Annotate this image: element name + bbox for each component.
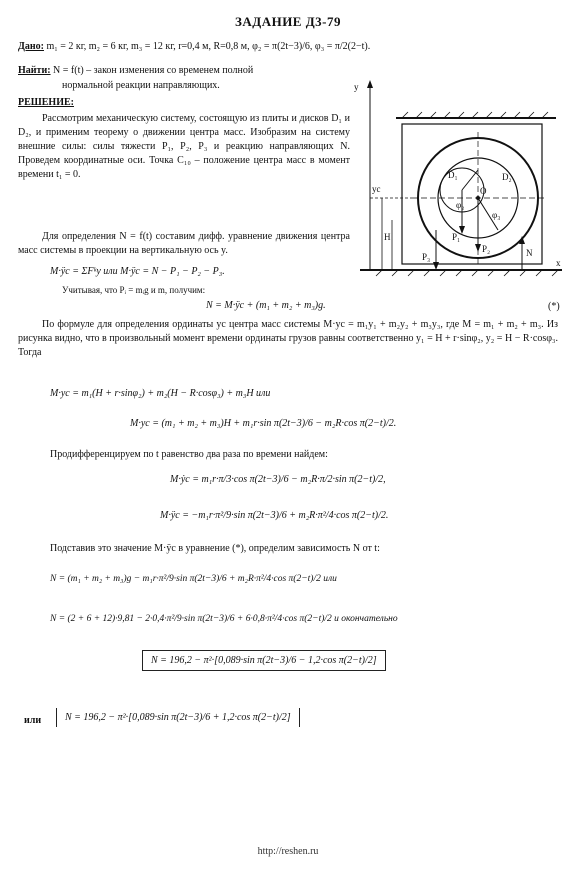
paragraph-5: Подставив это значение M·ÿc в уравнение (*), определим зависимость N от t: [50, 543, 380, 554]
y-label: y [354, 82, 359, 92]
h-label: H [384, 232, 391, 242]
p1-label: P₁ [452, 232, 461, 242]
solution-label: РЕШЕНИЕ: [18, 97, 74, 108]
paragraph-4: Продифференцируем по t равенство два раза по времени найдем: [50, 449, 328, 460]
phi2-label: φ₂ [456, 200, 465, 210]
phi3-label: φ₃ [492, 210, 501, 220]
equation-2-number: (*) [548, 301, 560, 312]
p2-arrow-icon [475, 244, 481, 252]
paragraph-2: Для определения N = f(t) составим дифф. уравнение движения центра масс системы в проекции на вертикальную ось y. [18, 231, 350, 256]
answer-box-1: N = 196,2 − π²·[0,089·sin π(2t−3)/6 − 1,2·cos π(2−t)/2] [142, 650, 386, 671]
equation-2-intro: Учитывая, что Pᵢ = mᵢg и m, получим: [62, 285, 206, 295]
given-line [18, 40, 370, 53]
equation-5: N = (m₁ + m₂ + m₃)g − m₁r·π²/9·sin π(2t−3)/6 + m₂R·π²/4·cos π(2−t)/2 или [50, 574, 337, 584]
o-label: O [480, 186, 487, 196]
equation-1: M·ÿc = ΣFᵏy или M·ÿc = N − P₁ − P₂ − P₃. [50, 266, 225, 277]
radius-r [462, 170, 478, 190]
n-label: N [526, 248, 533, 258]
equation-4b: M·ÿc = −m₁r·π²/9·sin π(2t−3)/6 + m₂R·π²/4·cos π(2−t)/2. [160, 510, 389, 521]
find-label: Найти: [18, 65, 51, 76]
p3-label: P₃ [422, 252, 431, 262]
find-text-cont: нормальной реакции направляющих. [62, 80, 220, 91]
equation-3a: M·yc = m₁(H + r·sinφ₂) + m₂(H − R·cosφ₃) + m₃H или [50, 388, 271, 399]
equation-3b: M·yc = (m₁ + m₂ + m₃)H + m₁r·sin π(2t−3)/6 − m₂R·cos π(2−t)/2. [130, 418, 397, 429]
d1-label: D₁ [448, 170, 458, 180]
mechanism-figure [352, 80, 568, 280]
equation-6: N = (2 + 6 + 12)·9,81 − 2·0,4·π²/9·sin π(2t−3)/6 + 6·0,8·π²/4·cos π(2−t)/2 и окончательно [50, 614, 398, 624]
page-title: ЗАДАНИЕ Д3-79 [235, 14, 341, 29]
p2-label: P₂ [482, 244, 491, 254]
answer-box-2: N = 196,2 − π²·[0,089·sin π(2t−3)/6 + 1,2·cos π(2−t)/2] [56, 708, 300, 727]
d2-label: D₂ [502, 172, 512, 182]
p3-arrow-icon [433, 262, 439, 270]
y-axis-arrow-icon [367, 80, 373, 88]
answer-or-label: или [24, 715, 42, 726]
footer-url: http://reshen.ru [257, 846, 319, 857]
yc-label: yc [372, 184, 381, 194]
find-line [18, 64, 253, 77]
given-label: Дано: [18, 41, 44, 52]
x-label: x [556, 258, 561, 268]
given-text: m₁ = 2 кг, m₂ = 6 кг, m₃ = 12 кг, r=0,4 м, R=0,8 м, φ₂ = π(2t−3)/6, φ₃ = π/2(2−t). [46, 41, 371, 52]
find-text: N = f(t) – закон изменения со временем полной [53, 65, 254, 76]
equation-2: N = M·ÿc + (m₁ + m₂ + m₃)g. [206, 300, 326, 311]
paragraph-1: Рассмотрим механическую систему, состоящую из плиты и дисков D₁ и D₂, и применим теорему о движении центра масс. Изобразим на систему внешние силы: силы тяжести P₁, P₂, P₃ и реакцию направляющих N. Проведем координатные оси. Точка C₁₀ – положение центра масс в момент времени t₁ = 0. [18, 113, 350, 180]
equation-4a: M·ẏc = m₁r·π/3·cos π(2t−3)/6 − m₂R·π/2·sin π(2−t)/2, [170, 474, 386, 485]
paragraph-3: По формуле для определения ординаты yc центра масс системы M·yc = m₁y₁ + m₂y₂ + m₃y₃, где M = m₁ + m₂ + m₃. Из рисунка видно, что в произвольный момент времени ординаты грузов равны соответственно y₁ = H + r·sinφ₂, y₂ = H − R·cosφ₃. Тогда [18, 319, 558, 358]
